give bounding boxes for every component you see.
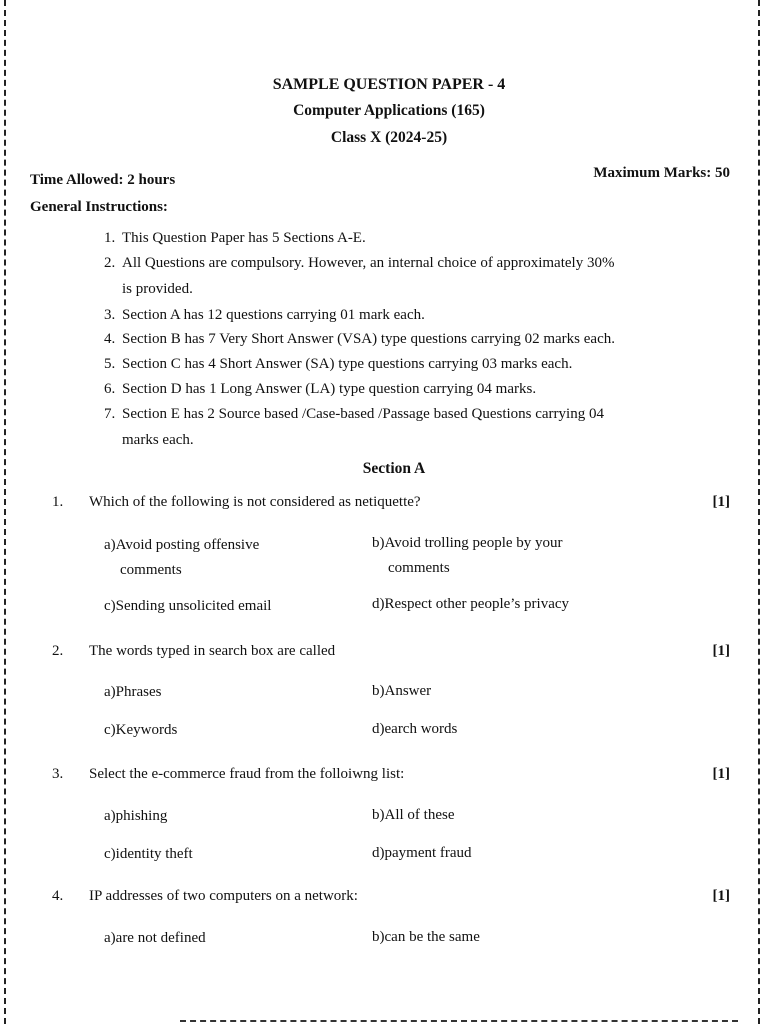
- option-a: [104, 680, 334, 705]
- question-number: 4.: [52, 888, 64, 904]
- option-a: [104, 926, 334, 951]
- instruction-item: [104, 376, 724, 402]
- time-allowed: Time Allowed: 2 hours: [30, 172, 176, 188]
- option-b: [372, 925, 632, 950]
- question-text: Select the e-commerce fraud from the folloiwng list:: [89, 766, 405, 782]
- option-label: b): [372, 683, 385, 699]
- option-b: [372, 531, 632, 581]
- instruction-number: 6.: [104, 381, 116, 397]
- section-heading: Section A: [362, 460, 426, 477]
- question-number: 3.: [52, 766, 64, 782]
- instruction-text: Section C has 4 Short Answer (SA) type questions carrying 03 marks each.: [122, 356, 573, 372]
- instruction-number: 2.: [104, 255, 116, 271]
- option-a: [104, 804, 334, 829]
- option-label: b): [372, 807, 385, 823]
- option-text: Keywords: [115, 722, 178, 738]
- instruction-item: [104, 225, 724, 251]
- instruction-item: [104, 250, 724, 302]
- instructions-title: General Instructions:: [30, 199, 168, 215]
- instruction-text: Section A has 12 questions carrying 01 mark each.: [122, 307, 425, 323]
- paper-subject: Computer Applications (165): [293, 102, 485, 119]
- instruction-number: 7.: [104, 406, 116, 422]
- option-a: [104, 533, 334, 583]
- instruction-item: [104, 401, 724, 453]
- option-d: [372, 592, 632, 617]
- question-number: 1.: [52, 494, 64, 510]
- option-text-continued: comments: [120, 562, 182, 578]
- option-label: c): [104, 598, 116, 614]
- instruction-number: 3.: [104, 307, 116, 323]
- question-text: Which of the following is not considered as netiquette?: [89, 494, 421, 510]
- option-text: Answer: [384, 683, 432, 699]
- instruction-item: [104, 326, 724, 352]
- question-text: IP addresses of two computers on a network:: [89, 888, 358, 904]
- option-label: d): [372, 721, 385, 737]
- instruction-text-continued: is provided.: [122, 281, 193, 297]
- option-text: Avoid trolling people by your: [384, 535, 563, 551]
- question-marks: [1]: [712, 766, 730, 782]
- instruction-text: Section B has 7 Very Short Answer (VSA) type questions carrying 02 marks each.: [122, 331, 615, 347]
- option-text: can be the same: [384, 929, 480, 945]
- option-text: Avoid posting offensive: [115, 537, 260, 553]
- option-text: Respect other people’s privacy: [384, 596, 570, 612]
- option-c: [104, 594, 334, 619]
- instruction-number: 4.: [104, 331, 116, 347]
- page-border-right: [758, 0, 760, 1024]
- option-d: [372, 841, 632, 866]
- instruction-text-continued: marks each.: [122, 432, 194, 448]
- option-text: All of these: [384, 807, 455, 823]
- option-label: c): [104, 846, 116, 862]
- option-label: b): [372, 929, 385, 945]
- question-marks: [1]: [712, 494, 730, 510]
- instruction-text: Section E has 2 Source based /Case-based /Passage based Questions carrying 04: [122, 406, 604, 422]
- option-b: [372, 803, 632, 828]
- option-text-continued: comments: [388, 560, 450, 576]
- question-number: 2.: [52, 643, 64, 659]
- instruction-item: [104, 351, 724, 377]
- instruction-number: 5.: [104, 356, 116, 372]
- option-text: identity theft: [115, 846, 193, 862]
- paper-title: SAMPLE QUESTION PAPER - 4: [272, 76, 506, 93]
- option-text: Phrases: [115, 684, 162, 700]
- option-label: a): [104, 808, 116, 824]
- option-label: d): [372, 845, 385, 861]
- option-text: phishing: [115, 808, 168, 824]
- option-label: a): [104, 537, 116, 553]
- page-border-left: [4, 0, 6, 1024]
- option-c: [104, 718, 334, 743]
- question-marks: [1]: [712, 643, 730, 659]
- instruction-text: All Questions are compulsory. However, an internal choice of approximately 30%: [122, 255, 615, 271]
- option-c: [104, 842, 334, 867]
- instruction-text: This Question Paper has 5 Sections A-E.: [122, 230, 366, 246]
- instruction-text: Section D has 1 Long Answer (LA) type question carrying 04 marks.: [122, 381, 537, 397]
- option-text: are not defined: [115, 930, 206, 946]
- option-label: a): [104, 930, 116, 946]
- maximum-marks: Maximum Marks: 50: [593, 165, 730, 181]
- option-text: Sending unsolicited email: [115, 598, 272, 614]
- option-text: payment fraud: [384, 845, 472, 861]
- instruction-item: [104, 302, 724, 328]
- option-label: d): [372, 596, 385, 612]
- option-d: [372, 717, 632, 742]
- option-text: earch words: [384, 721, 458, 737]
- option-label: b): [372, 535, 385, 551]
- option-b: [372, 679, 632, 704]
- page-border-bottom: [180, 1020, 738, 1022]
- paper-class: Class X (2024-25): [330, 129, 448, 146]
- instruction-number: 1.: [104, 230, 116, 246]
- question-marks: [1]: [712, 888, 730, 904]
- option-label: a): [104, 684, 116, 700]
- option-label: c): [104, 722, 116, 738]
- question-text: The words typed in search box are called: [89, 643, 336, 659]
